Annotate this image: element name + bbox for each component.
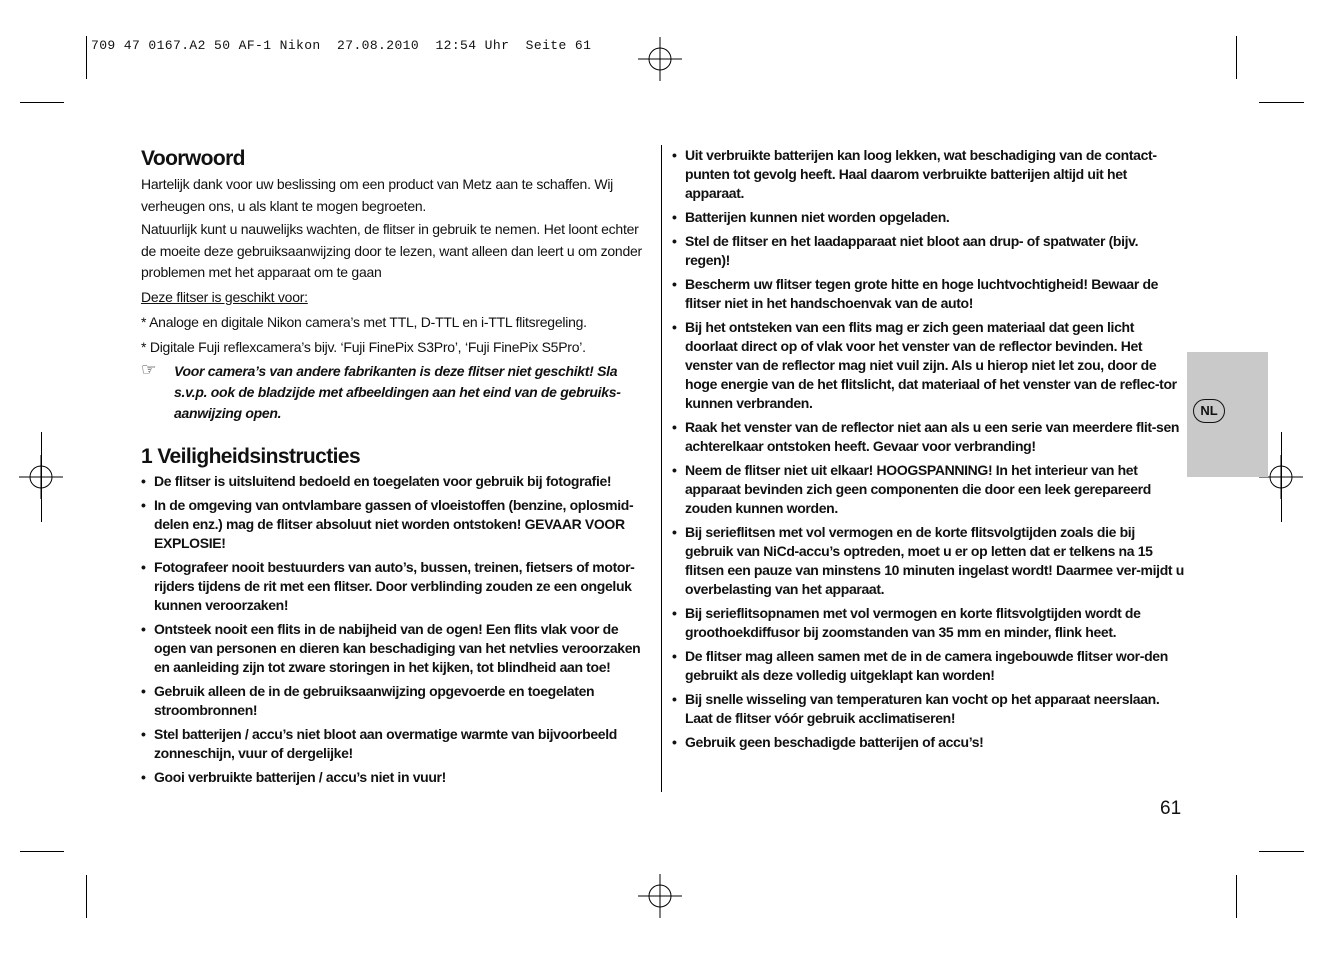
- bullet: •: [141, 621, 146, 637]
- bullet: •: [141, 683, 146, 699]
- list-item: • Bij serieflitsopnamen met vol vermogen en korte flitsvolgtijden wordt de groothoekdiffusor bij zoomstanden van 35 mm en minder, flink heet.: [672, 605, 1141, 640]
- list-item: • De flitser is uitsluitend bedoeld en toegelaten voor gebruik bij fotografie!: [141, 473, 612, 489]
- suitable-item: * Analoge en digitale Nikon camera’s met TTL, D-TTL en i-TTL flitsregeling.: [141, 314, 587, 330]
- registration-mark-top: [638, 37, 682, 81]
- registration-mark-bottom: [638, 874, 682, 918]
- list-item: • Gebruik alleen de in de gebruiksaanwijzing opgevoerde en toegelaten stroombronnen!: [141, 683, 595, 718]
- bullet: •: [672, 419, 677, 435]
- crop-mark: [86, 875, 87, 918]
- bullet: •: [141, 726, 146, 742]
- safety-list-continued: [672, 146, 1184, 752]
- page-number: 61: [1160, 798, 1182, 819]
- list-item: • Fotografeer nooit bestuurders van auto’s, bussen, treinen, fietsers of motor-rijders tijdens de rit met een flitser. Door verblinding zouden ze een ongeluk kunnen veroorzaken!: [141, 559, 635, 613]
- bullet: •: [672, 462, 677, 478]
- crop-mark: [1281, 432, 1282, 522]
- left-column: [141, 146, 653, 792]
- foreword-title: Voorwoord: [141, 147, 245, 170]
- bullet: •: [141, 559, 146, 575]
- right-column: [672, 146, 1184, 757]
- language-badge: NL: [1193, 399, 1225, 423]
- list-item: • Raak het venster van de reflector niet aan als u een serie van meerdere flit-sen achterelkaar ontstoken heeft. Gevaar voor verbranding!: [672, 419, 1180, 454]
- safety-section: [141, 444, 653, 787]
- crop-mark: [1259, 851, 1304, 852]
- foreword-paragraph: Natuurlijk kunt u nauwelijks wachten, de flitser in gebruik te nemen. Het loont echter de moeite deze gebruiksaanwijzing door te lezen, want alleen dan leert u om zonder problemen met het apparaat om te gaan: [141, 221, 642, 280]
- note: [141, 361, 653, 424]
- suitable-item: * Digitale Fuji reflexcamera’s bijv. ‘Fuji FinePix S3Pro’, ‘Fuji FinePix S5Pro’.: [141, 339, 586, 355]
- list-item: • Neem de flitser niet uit elkaar! HOOGSPANNING! In het interieur van het apparaat bevinden zich geen componenten die door een leek gerepareerd zouden kunnen worden.: [672, 462, 1151, 516]
- bullet: •: [141, 769, 146, 785]
- bullet: •: [672, 605, 677, 621]
- list-item: • Bij serieflitsen met vol vermogen en de korte flitsvolgtijden zoals die bij gebruik van NiCd-accu’s optreden, moet u er op letten dat er telkens na 15 flitsen een pauze van minstens 10 minuten ingelast wordt! Daarmee ver-mijdt u overbelasting van het apparaat.: [672, 524, 1184, 597]
- bullet: •: [672, 276, 677, 292]
- crop-mark: [86, 36, 87, 79]
- crop-mark: [1236, 875, 1237, 918]
- list-item: • Stel batterijen / accu’s niet bloot aan overmatige warmte van bijvoorbeeld zonneschijn, vuur of dergelijke!: [141, 726, 617, 761]
- list-item: • Bescherm uw flitser tegen grote hitte en hoge luchtvochtigheid! Bewaar de flitser niet in het handschoenvak van de auto!: [672, 276, 1159, 311]
- crop-mark: [41, 432, 42, 522]
- list-item: • Gebruik geen beschadigde batterijen of accu’s!: [672, 734, 984, 750]
- bullet: •: [672, 319, 677, 335]
- list-item: • In de omgeving van ontvlambare gassen of vloeistoffen (benzine, oplosmid-delen enz.) mag de flitser absoluut niet worden ontstoken! GEVAAR VOOR EXPLOSIE!: [141, 497, 634, 551]
- list-item: • Uit verbruikte batterijen kan loog lekken, wat beschadiging van de contact-punten tot gevolg heeft. Haal daarom verbruikte batterijen altijd uit het apparaat.: [672, 147, 1157, 201]
- list-item: • Batterijen kunnen niet worden opgeladen.: [672, 209, 950, 225]
- list-item: • Bij snelle wisseling van temperaturen kan vocht op het apparaat neerslaan. Laat de flitser vóór gebruik acclimatiseren!: [672, 691, 1160, 726]
- column-divider: [661, 145, 662, 792]
- bullet: •: [141, 473, 146, 489]
- crop-mark: [1236, 36, 1237, 79]
- suitable-heading: Deze flitser is geschikt voor:: [141, 288, 308, 305]
- bullet: •: [672, 209, 677, 225]
- bullet: •: [672, 147, 677, 163]
- list-item: • Ontsteek nooit een flits in de nabijheid van de ogen! Een flits vlak voor de ogen van personen en dieren kan beschadiging van het netvlies veroorzaken en aanleiding zijn tot zware storingen in het kijken, tot blindheid aan toe!: [141, 621, 641, 675]
- bullet: •: [672, 648, 677, 664]
- list-item: • Stel de flitser en het laadapparaat niet bloot aan drup- of spatwater (bijv. regen)!: [672, 233, 1139, 268]
- bullet: •: [672, 524, 677, 540]
- foreword-paragraph: Hartelijk dank voor uw beslissing om een product van Metz aan te schaffen. Wij verheugen ons, u als klant te mogen begroeten.: [141, 176, 614, 214]
- safety-title: 1 Veiligheidsinstructies: [141, 445, 361, 468]
- bullet: •: [141, 497, 146, 513]
- list-item: • De flitser mag alleen samen met de in de camera ingebouwde flitser wor-den gebruikt als deze volledig uitgeklapt kan worden!: [672, 648, 1168, 683]
- list-item: • Gooi verbruikte batterijen / accu’s niet in vuur!: [141, 769, 446, 785]
- print-header: 709 47 0167.A2 50 AF-1 Nikon 27.08.2010 12:54 Uhr Seite 61: [91, 38, 592, 53]
- bullet: •: [672, 691, 677, 707]
- safety-list: [141, 472, 653, 787]
- crop-mark: [20, 102, 64, 103]
- pointing-hand-icon: ☞: [141, 360, 156, 379]
- crop-mark: [1259, 102, 1304, 103]
- crop-mark: [20, 851, 64, 852]
- note-text: Voor camera’s van andere fabrikanten is deze flitser niet geschikt! Sla s.v.p. ook de bladzijde met afbeeldingen aan het eind van de gebruiks-aanwijzing open.: [174, 363, 621, 421]
- list-item: • Bij het ontsteken van een flits mag er zich geen materiaal dat geen licht doorlaat direct op of vlak voor het venster van de reflector bevinden. Het venster van de reflector mag niet vuil zijn. Als u hierop niet let zou, door de hoge energie van de het flitslicht, dat materiaal of het venster van de reflec-tor kunnen verbranden.: [672, 319, 1177, 411]
- bullet: •: [672, 233, 677, 249]
- bullet: •: [672, 734, 677, 750]
